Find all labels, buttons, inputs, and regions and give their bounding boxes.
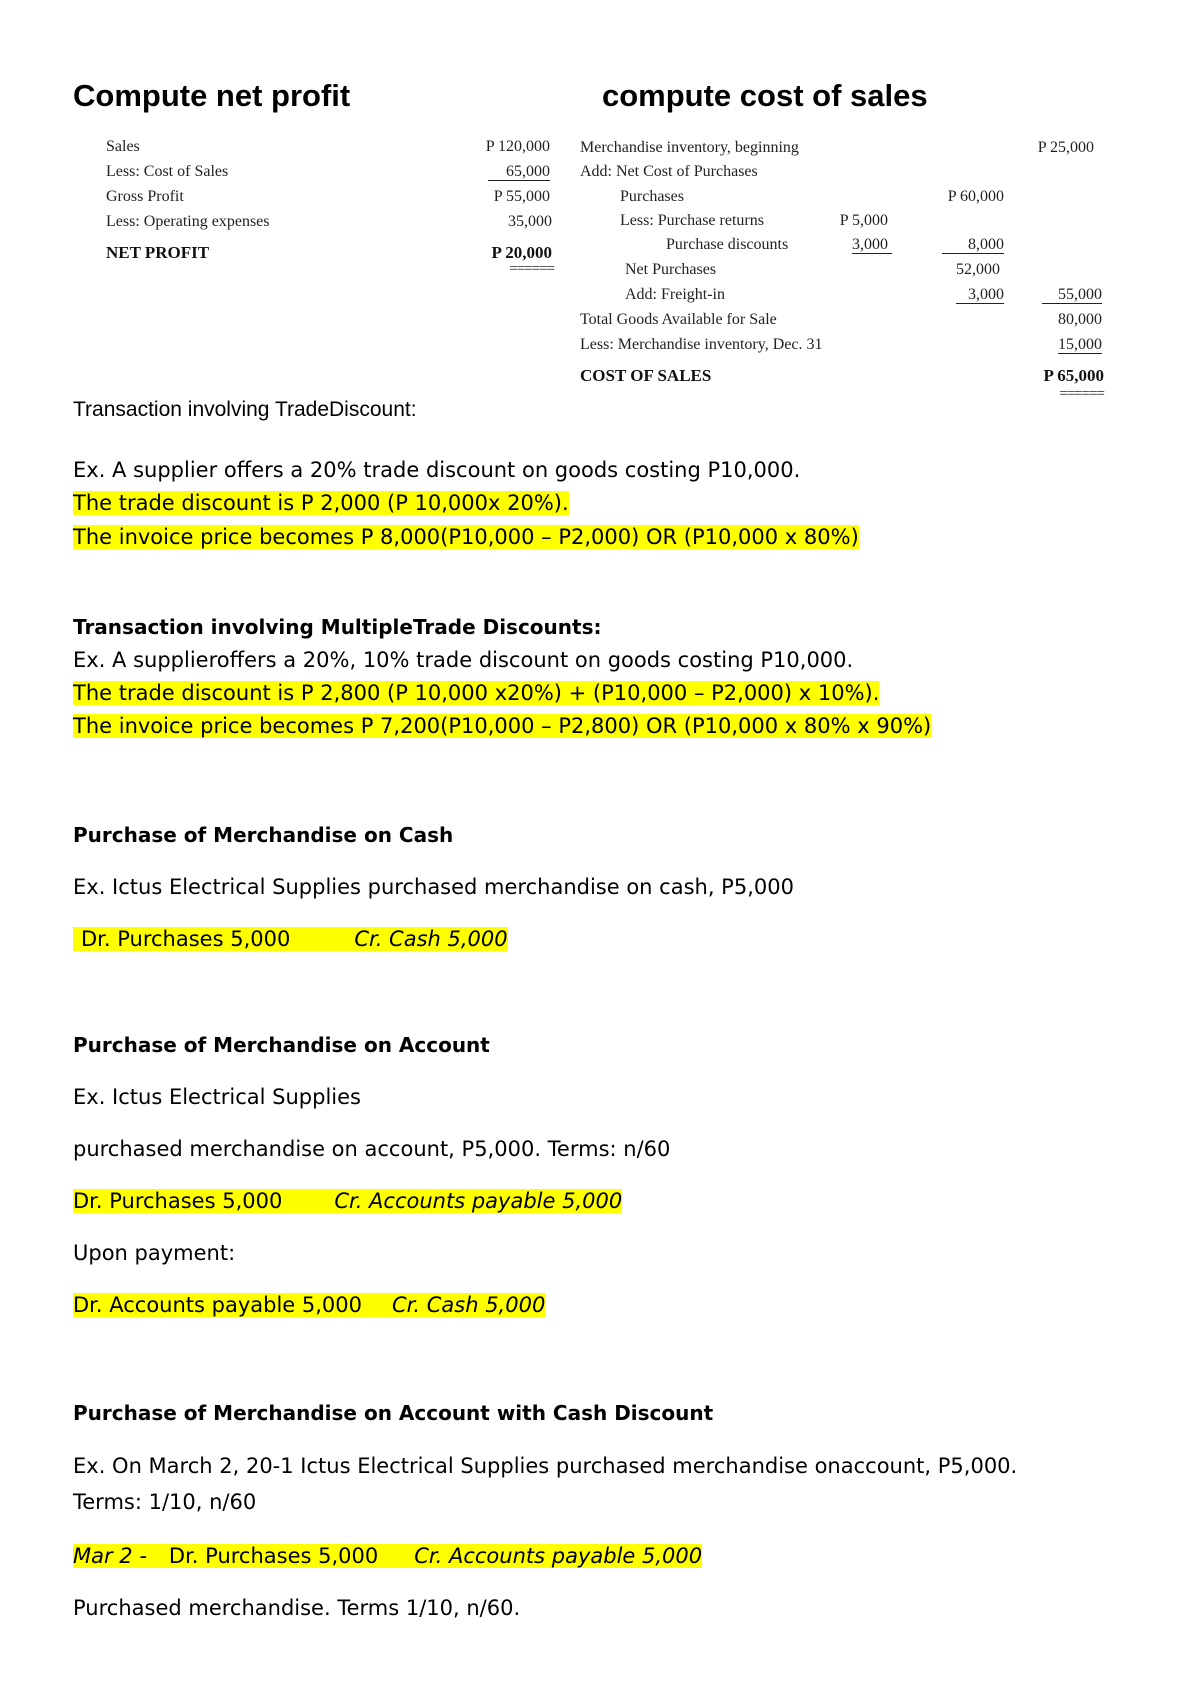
np-row-label: Sales (106, 138, 140, 155)
cos-double-rule: ====== (1059, 386, 1104, 402)
cos-cos-value: P 65,000 (1043, 366, 1104, 385)
cos-net-purchases-value: 52,000 (956, 261, 1000, 278)
trade-discount-heading: Transaction involving TradeDiscount: (73, 398, 417, 421)
entry-date: Mar 2 - (73, 1544, 147, 1568)
cos-discounts-total: 8,000 (942, 236, 1004, 254)
purchase-cash-example: Ex. Ictus Electrical Supplies purchased merchandise on cash, P5,000 (73, 875, 794, 899)
entry-cr: Cr. Accounts payable 5,000 (414, 1544, 703, 1568)
cos-add-net-cost-label: Add: Net Cost of Purchases (580, 163, 758, 180)
cos-returns-value: P 5,000 (839, 212, 888, 229)
cos-discounts-label: Purchase discounts (666, 236, 789, 253)
np-row-value: 65,000 (488, 163, 550, 181)
entry-cr: Cr. Cash 5,000 (354, 927, 508, 951)
cos-freight-value: 3,000 (956, 286, 1004, 304)
np-double-rule: ====== (509, 261, 554, 277)
purchase-account-entry (73, 1189, 622, 1213)
trade-discount-example: Ex. A supplier offers a 20% trade discount on goods costing P10,000. (73, 458, 801, 482)
np-row-value: P 20,000 (491, 243, 552, 262)
trade-discount-line1: The trade discount is P 2,000 (P 10,000x 20%). (73, 491, 569, 515)
entry-dr: Dr. Accounts payable 5,000 (73, 1293, 363, 1317)
multiple-trade-line2: The invoice price becomes P 7,200(P10,000 – P2,800) OR (P10,000 x 80% x 90%) (73, 714, 932, 738)
multiple-trade-line1: The trade discount is P 2,800 (P 10,000 x20%) + (P10,000 – P2,000) x 10%). (73, 681, 880, 705)
np-row-label: Gross Profit (106, 188, 184, 205)
entry-dr: Dr. Purchases 5,000 (168, 1544, 379, 1568)
np-row-value: P 120,000 (485, 138, 550, 155)
np-row-label: Less: Operating expenses (106, 213, 270, 230)
np-row-label: NET PROFIT (106, 243, 210, 262)
multiple-trade-heading: Transaction involving MultipleTrade Discounts: (73, 615, 602, 639)
cos-discounts-value: 3,000 (852, 236, 892, 254)
cos-merch-end-value: 15,000 (1058, 336, 1102, 353)
cos-freight-label: Add: Freight-in (625, 286, 725, 303)
cos-merch-begin-label: Merchandise inventory, beginning (580, 139, 799, 156)
purchase-cash-heading: Purchase of Merchandise on Cash (73, 823, 454, 847)
purchase-discount-example1: Ex. On March 2, 20-1 Ictus Electrical Supplies purchased merchandise onaccount, P5,000. (73, 1454, 1018, 1478)
upon-payment-label: Upon payment: (73, 1241, 236, 1265)
payment-entry (73, 1293, 545, 1317)
cos-tgas-label: Total Goods Available for Sale (580, 311, 777, 328)
purchase-discount-note: Purchased merchandise. Terms 1/10, n/60. (73, 1596, 521, 1620)
np-row-value: P 55,000 (493, 188, 550, 205)
purchase-discount-entry (73, 1544, 702, 1568)
np-row-label: Less: Cost of Sales (106, 163, 229, 180)
cos-merch-begin-value: P 25,000 (1037, 139, 1094, 156)
trade-discount-line2: The invoice price becomes P 8,000(P10,000 – P2,000) OR (P10,000 x 80%) (73, 525, 859, 549)
entry-dr: Dr. Purchases 5,000 (73, 1189, 283, 1213)
purchase-account-example2: purchased merchandise on account, P5,000. Terms: n/60 (73, 1137, 671, 1161)
purchase-account-heading: Purchase of Merchandise on Account (73, 1033, 490, 1057)
multiple-trade-example: Ex. A supplieroffers a 20%, 10% trade discount on goods costing P10,000. (73, 648, 854, 672)
cos-freight-total: 55,000 (1042, 286, 1102, 304)
entry-cr: Cr. Cash 5,000 (392, 1293, 546, 1317)
purchase-discount-example2: Terms: 1/10, n/60 (73, 1490, 257, 1514)
cos-purchases-value: P 60,000 (947, 188, 1004, 205)
entry-cr: Cr. Accounts payable 5,000 (334, 1189, 623, 1213)
purchase-account-example1: Ex. Ictus Electrical Supplies (73, 1085, 361, 1109)
cos-cos-label: COST OF SALES (580, 366, 712, 385)
cos-merch-end-label: Less: Merchandise inventory, Dec. 31 (580, 336, 823, 353)
purchase-cash-entry (73, 927, 508, 951)
entry-dr: Dr. Purchases 5,000 (81, 927, 291, 951)
cos-net-purchases-label: Net Purchases (625, 261, 717, 278)
cos-returns-label: Less: Purchase returns (620, 212, 764, 229)
purchase-discount-heading: Purchase of Merchandise on Account with Cash Discount (73, 1401, 714, 1425)
np-row-value: 35,000 (508, 213, 552, 230)
heading-cost-of-sales: compute cost of sales (602, 78, 928, 113)
cos-tgas-value: 80,000 (1058, 311, 1102, 328)
heading-net-profit: Compute net profit (73, 78, 351, 113)
cos-purchases-label: Purchases (620, 188, 684, 205)
